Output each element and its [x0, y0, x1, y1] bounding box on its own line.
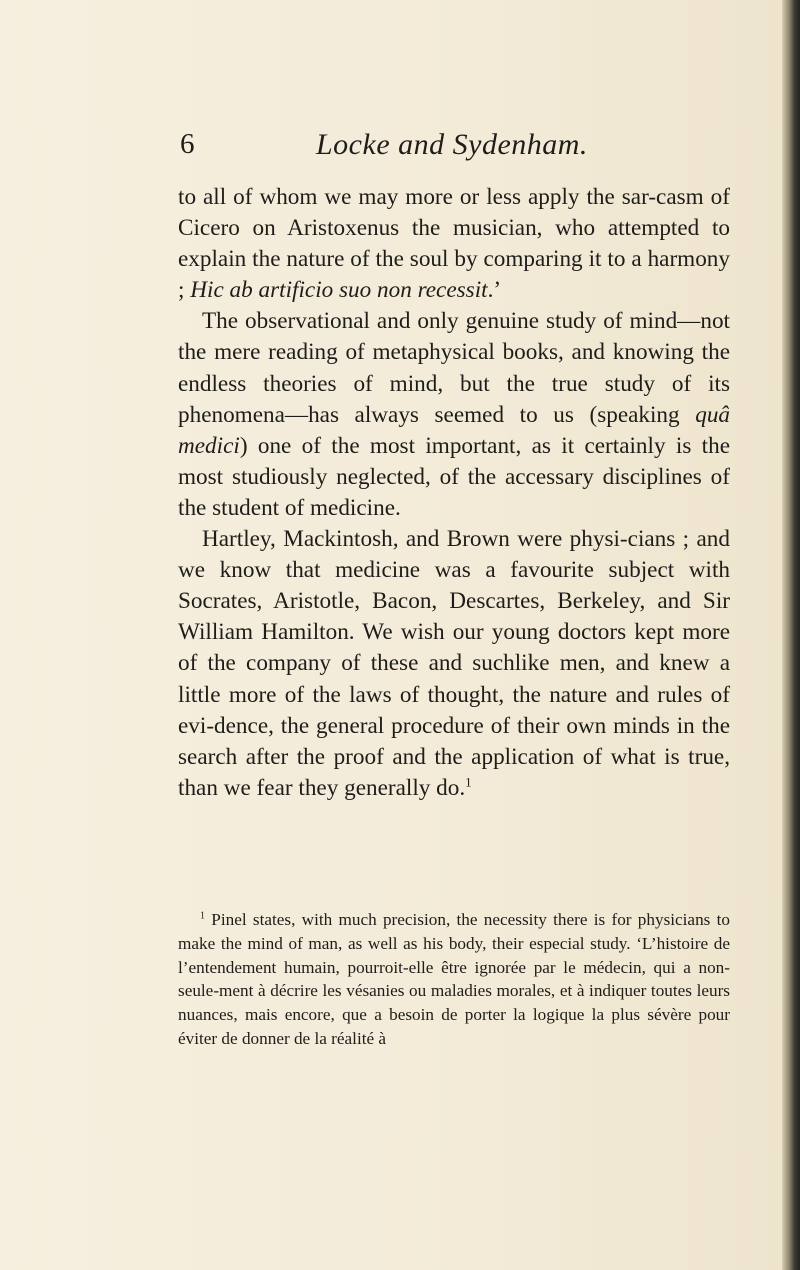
footnote [178, 908, 730, 1051]
latin-quote: Hic ab artificio suo non recessit [190, 277, 488, 304]
footnote-marker: 1 [200, 910, 205, 922]
paragraph-3 [178, 524, 730, 804]
page-header [180, 128, 700, 168]
page-number: 6 [180, 128, 195, 160]
paragraph-2 [178, 306, 730, 524]
running-head: Locke and Sydenham. [316, 128, 588, 161]
paragraph-1-text: to all of whom we may more or less apply the sar-casm of Cicero on Aristoxenus the musician, who attempted to explain the nature of the soul by comparing it to a harmony ; [178, 184, 730, 304]
paragraph-1-end: .’ [487, 277, 502, 304]
footnote-reference: 1 [465, 774, 472, 790]
latin-phrase: quâ medici [178, 401, 730, 459]
footnote-text: Pinel states, with much precision, the necessity there is for physicians to make the mind of man, as well as his body, their especial study. ‘L’histoire de l’entendement humain, pourroit-elle être ignorée par le médecin, qui a non-seule-ment à décrire les vésanies ou maladies morales, et à indiquer toutes leurs nuances, mais encore, que a besoin de porter la logique la plus sévère pour éviter de donner de la réalité à [178, 910, 730, 1048]
paragraph-1 [178, 182, 730, 306]
page-edge-shadow [782, 0, 800, 1270]
paragraph-3-text: Hartley, Mackintosh, and Brown were physi-cians ; and we know that medicine was a favourite subject with Socrates, Aristotle, Bacon, Descartes, Berkeley, and Sir William Hamilton. We wish our young doctors kept more of the company of these and suchlike men, and knew a little more of the laws of thought, the nature and rules of evi-dence, the general procedure of their own minds in the search after the proof and the application of what is true, than we fear they generally do. [178, 526, 730, 801]
main-text [178, 182, 730, 804]
footnote-paragraph [178, 908, 730, 1051]
paragraph-2-before: The observational and only genuine study of mind—not the mere reading of metaphysical books, and knowing the endless theories of mind, but the true study of its phenomena—has always seemed to us (speaking [178, 308, 730, 428]
paragraph-2-after: ) one of the most important, as it certainly is the most studiously neglected, of the accessary disciplines of the student of medicine. [178, 432, 730, 521]
